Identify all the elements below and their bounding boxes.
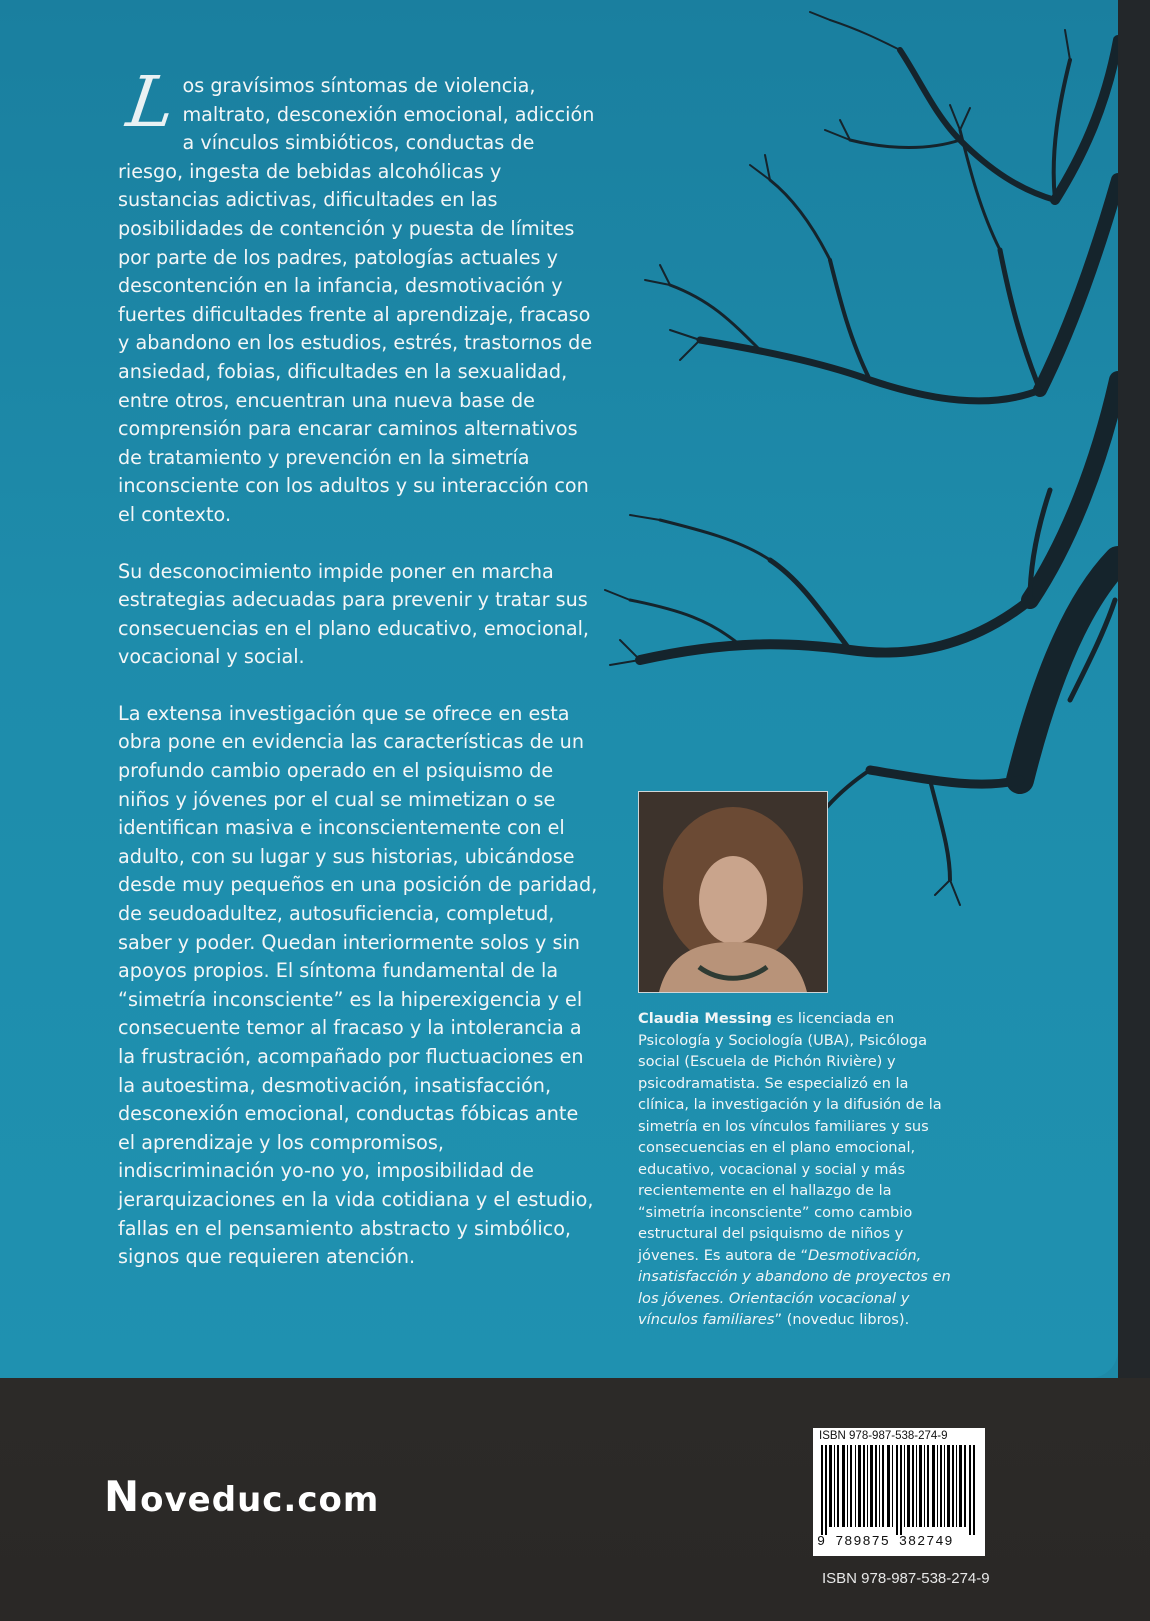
logo-text: oveduc.com: [140, 1480, 380, 1520]
barcode-box: [813, 1428, 985, 1556]
author-photo: [638, 791, 828, 993]
bio-book-title: Desmotivación, insatisfacción y abandono de proyectos en los jóvenes. Orientación vocacional y vínculos familiares: [638, 1246, 951, 1328]
paragraph-1-text: os gravísimos síntomas de violencia, maltrato, desconexión emocional, adicción a vínculos simbióticos, conductas de riesgo, ingesta de bebidas alcohólicas y sustancias adictivas, dificultades en las posibilidades de contención y puesta de límites por parte de los padres, patologías actuales y descontención en la infancia, desmotivación y fuertes dificultades frente al aprendizaje, fracaso y abandono en los estudios, estrés, trastornos de ansiedad, fobias, dificultades en la sexualidad, entre otros, encuentran una nueva base de comprensión para encarar caminos alternativos de tratamiento y prevención en la simetría inconsciente con los adultos y su interacción con el contexto.: [118, 74, 595, 526]
barcode-isbn-label: ISBN 978-987-538-274-9: [819, 1430, 948, 1442]
main-text-column: [118, 61, 598, 1300]
bio-text-2: ” (noveduc libros).: [774, 1311, 910, 1328]
author-bio: [638, 1008, 963, 1331]
paragraph-1: [118, 61, 598, 530]
bio-text-1: es licenciada en Psicología y Sociología (UBA), Psicóloga social (Escuela de Pichón Rivière) y psicodramatista. Se especializó en la clínica, la investigación y la difusión de la simetría en los vínculos familiares y sus consecuencias en el plano emocional, educativo, vocacional y social y más recientemente en el hallazgo de la “simetría inconsciente” como cambio estructural del psiquismo de niños y jóvenes. Es autora de “: [638, 1010, 942, 1264]
isbn-text: ISBN 978-987-538-274-9: [822, 1570, 990, 1587]
publisher-logo: [104, 1472, 379, 1521]
barcode-digits: 9 789875 382749: [817, 1535, 954, 1550]
dark-right-edge: [1118, 0, 1150, 1378]
paragraph-2: Su desconocimiento impide poner en marcha estrategias adecuadas para prevenir y tratar sus consecuencias en el plano educativo, emocional, vocacional y social.: [118, 559, 590, 669]
drop-cap-letter: L: [122, 61, 181, 143]
author-name: Claudia Messing: [638, 1010, 772, 1027]
logo-initial: N: [104, 1472, 141, 1521]
barcode-bars: [817, 1445, 981, 1535]
paragraph-3: La extensa investigación que se ofrece en esta obra pone en evidencia las características de un profundo cambio operado en el psiquismo de niños y jóvenes por el cual se mimetizan o se identifican masiva e inconscientemente con el adulto, con su lugar y sus historias, ubicándose desde muy pequeños en una posición de paridad, de seudoadultez, autosuficiencia, completud, saber y poder. Quedan interiormente solos y sin apoyos propios. El síntoma fundamental de la “simetría inconsciente” es la hiperexigencia y el consecuente temor al fracaso y la intolerancia a la frustración, acompañado por fluctuaciones en la autoestima, desmotivación, insatisfacción, desconexión emocional, conductas fóbicas ante el aprendizaje y los compromisos, indiscriminación yo-no yo, imposibilidad de jerarquizaciones en la vida cotidiana y el estudio, fallas en el pensamiento abstracto y simbólico, signos que requieren atención.: [118, 701, 598, 1269]
